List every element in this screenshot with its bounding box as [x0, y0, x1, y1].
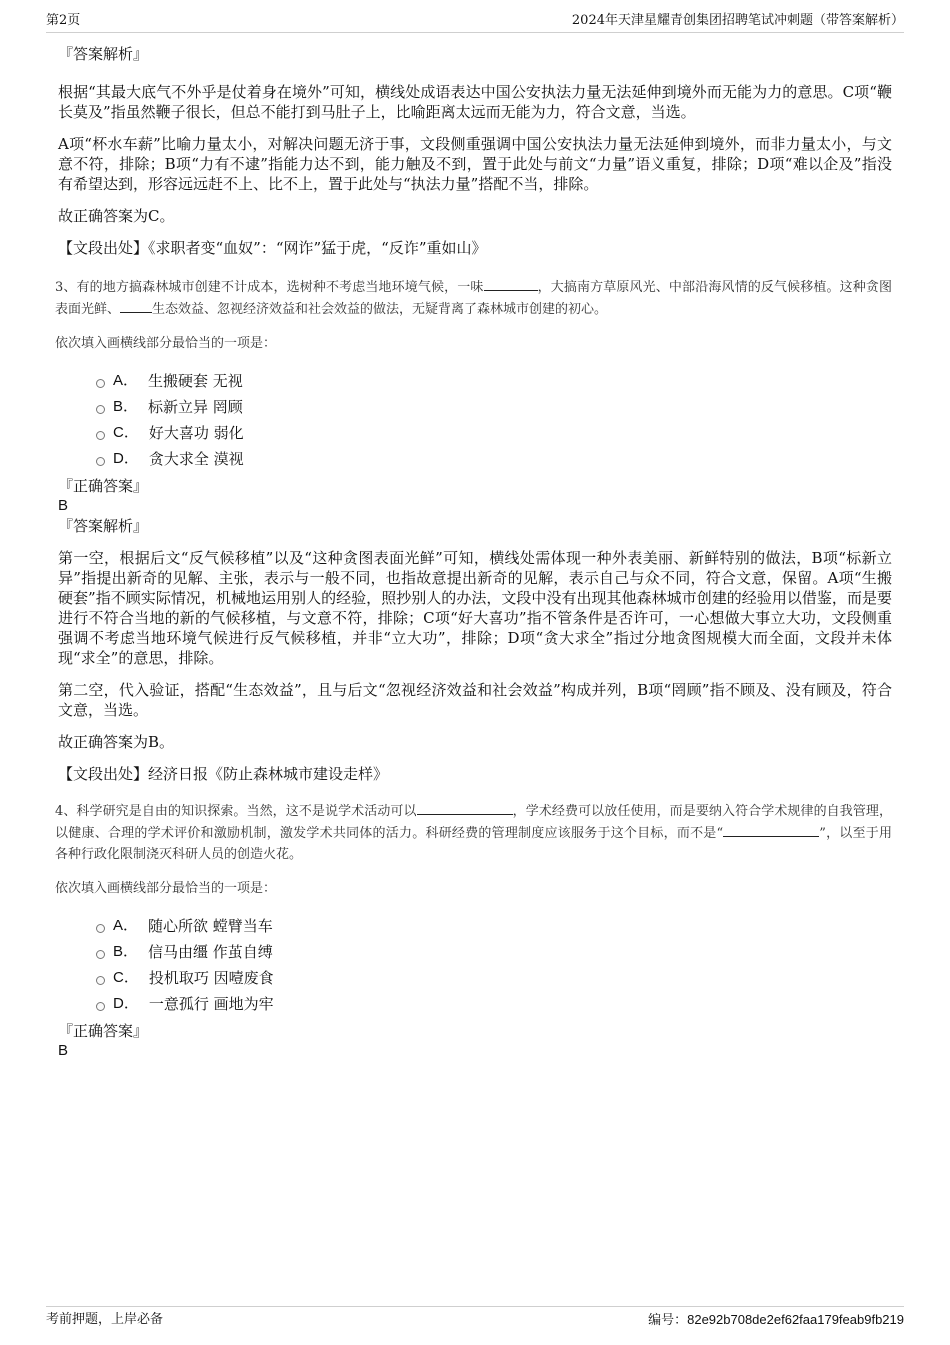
radio-icon[interactable]: [96, 405, 105, 414]
option-list: [96, 913, 892, 1017]
option-text: 信马由缰 作茧自缚: [148, 943, 273, 961]
page-number: 第2页: [46, 13, 81, 28]
analysis-label: 『答案解析』: [58, 45, 149, 63]
option-b[interactable]: [96, 394, 892, 420]
option-text: 投机取巧 因噎废食: [148, 969, 274, 987]
option-a[interactable]: [96, 913, 892, 939]
option-d[interactable]: [96, 446, 892, 472]
option-a[interactable]: [96, 368, 892, 394]
document-title: 2024年天津星耀青创集团招聘笔试冲刺题（带答案解析）: [571, 13, 904, 28]
correct-answer: B: [58, 1042, 69, 1059]
option-list: [96, 368, 892, 472]
question-4-text: [55, 800, 892, 865]
question-3-text: [55, 276, 892, 320]
option-text: 一意孤行 画地为牢: [148, 995, 274, 1013]
page-content: [55, 44, 892, 1061]
question-instruction: 依次填入画横线部分最恰当的一项是：: [55, 336, 277, 351]
radio-icon[interactable]: [96, 379, 105, 388]
radio-icon[interactable]: [96, 924, 105, 933]
option-text: 生搬硬套 无视: [148, 372, 243, 390]
page-footer: [46, 1306, 904, 1331]
analysis-paragraph: A项“杯水车薪”比喻力量太小，对解决问题无济于事，文段侧重强调中国公安执法力量无法延伸到境外，而非力量太小，与文意不符，排除；B项“力有不逮”指能力达不到，能力触及不到，置于此处与前文“力量”语义重复，排除；D项“难以企及”指没有希望达到，形容远远赶不上、比不上，置于此处与“执法力量”搭配不当，排除。: [58, 135, 892, 193]
footer-slogan: 考前押题，上岸必备: [46, 1312, 164, 1327]
question-instruction: 依次填入画横线部分最恰当的一项是：: [55, 881, 277, 896]
option-d[interactable]: [96, 991, 892, 1017]
fill-blank: [417, 800, 513, 815]
question-text-part: ，学术经费可以放任使用，而是要纳入符合学术规律的自我管理，以健康、合理的学术评价和激励机制，激发学术共同体的活力。科研经费的管理制度应该服务于这个目标，而不是“: [55, 804, 892, 841]
radio-icon[interactable]: [96, 431, 105, 440]
document-code-value: 82e92b708de2ef62faa179feab9fb219: [687, 1312, 904, 1327]
option-letter: A．: [113, 917, 139, 934]
question-text-part: ，大搞南方草原风光、中部沿海风情的反气候移植。这种贪图表面光鲜、: [55, 280, 892, 317]
analysis-paragraph: 根据“其最大底气不外乎是仗着身在境外”可知，横线处成语表达中国公安执法力量无法延伸到境外而无能为力的意思。C项“鞭长莫及”指虽然鞭子很长，但总不能打到马肚子上，比喻距离太远而无能为力，符合文意，当选。: [58, 83, 892, 121]
option-c[interactable]: [96, 965, 892, 991]
option-letter: D．: [113, 450, 139, 467]
answer-conclusion: 故正确答案为B。: [58, 733, 175, 751]
option-b[interactable]: [96, 939, 892, 965]
fill-blank: [484, 276, 538, 291]
radio-icon[interactable]: [96, 950, 105, 959]
option-letter: D．: [113, 995, 139, 1012]
option-letter: C．: [113, 969, 139, 986]
document-code-label: 编号：: [648, 1313, 688, 1328]
option-letter: C．: [113, 424, 139, 441]
radio-icon[interactable]: [96, 1002, 105, 1011]
document-code: [648, 1309, 904, 1332]
correct-answer-label: 『正确答案』: [58, 477, 149, 495]
answer-conclusion: 故正确答案为C。: [58, 207, 175, 225]
question-text-part: 4、科学研究是自由的知识探索。当然，这不是说学术活动可以: [55, 804, 417, 819]
page-header: [46, 12, 904, 33]
question-text-part: 生态效益、忽视经济效益和社会效益的做法，无疑背离了森林城市创建的初心。: [152, 302, 608, 317]
radio-icon[interactable]: [96, 976, 105, 985]
option-text: 好大喜功 弱化: [148, 424, 244, 442]
analysis-paragraph: 第一空，根据后文“反气候移植”以及“这种贪图表面光鲜”可知，横线处需体现一种外表美丽、新鲜特别的做法，B项“标新立异”指提出新奇的见解、主张，表示与一般不同，也指故意提出新奇的见解，表示自己与众不同，符合文意，保留。A项“生搬硬套”指不顾实际情况，机械地运用别人的经验，照抄别人的办法，文段中没有出现其他森林城市创建的经验用以借鉴，而是要进行不符合当地的新的气候移植，与文意不符，排除；C项“好大喜功”指不管条件是否许可，一心想做大事立大功，文段侧重强调不考虑当地环境气候进行反气候移植，并非“立大功”，排除；D项“贪大求全”指过分地贪图规模大而全面，文段并未体现“求全”的意思，排除。: [58, 549, 892, 667]
correct-answer-label: 『正确答案』: [58, 1022, 149, 1040]
option-text: 标新立异 罔顾: [148, 398, 243, 416]
question-text-part: ”，以至于用各种行政化限制浇灭科研人员的创造火花。: [55, 826, 892, 862]
option-text: 贪大求全 漠视: [148, 450, 244, 468]
option-text: 随心所欲 螳臂当车: [148, 917, 273, 935]
source-citation: 【文段出处】《求职者变“血奴”：“网诈”猛于虎，“反诈”重如山》: [58, 239, 487, 257]
fill-blank: [120, 298, 152, 313]
option-letter: A．: [113, 372, 139, 389]
radio-icon[interactable]: [96, 457, 105, 466]
correct-answer: B: [58, 497, 69, 514]
option-letter: B．: [113, 943, 139, 960]
analysis-label: 『答案解析』: [58, 517, 149, 535]
option-c[interactable]: [96, 420, 892, 446]
question-text-part: 3、有的地方搞森林城市创建不计成本，选树种不考虑当地环境气候，一味: [55, 280, 484, 295]
option-letter: B．: [113, 398, 139, 415]
analysis-paragraph: 第二空，代入验证，搭配“生态效益”，且与后文“忽视经济效益和社会效益”构成并列，B项“罔顾”指不顾及、没有顾及，符合文意，当选。: [58, 681, 892, 719]
source-citation: 【文段出处】经济日报《防止森林城市建设走样》: [58, 765, 389, 783]
fill-blank: [723, 822, 819, 837]
